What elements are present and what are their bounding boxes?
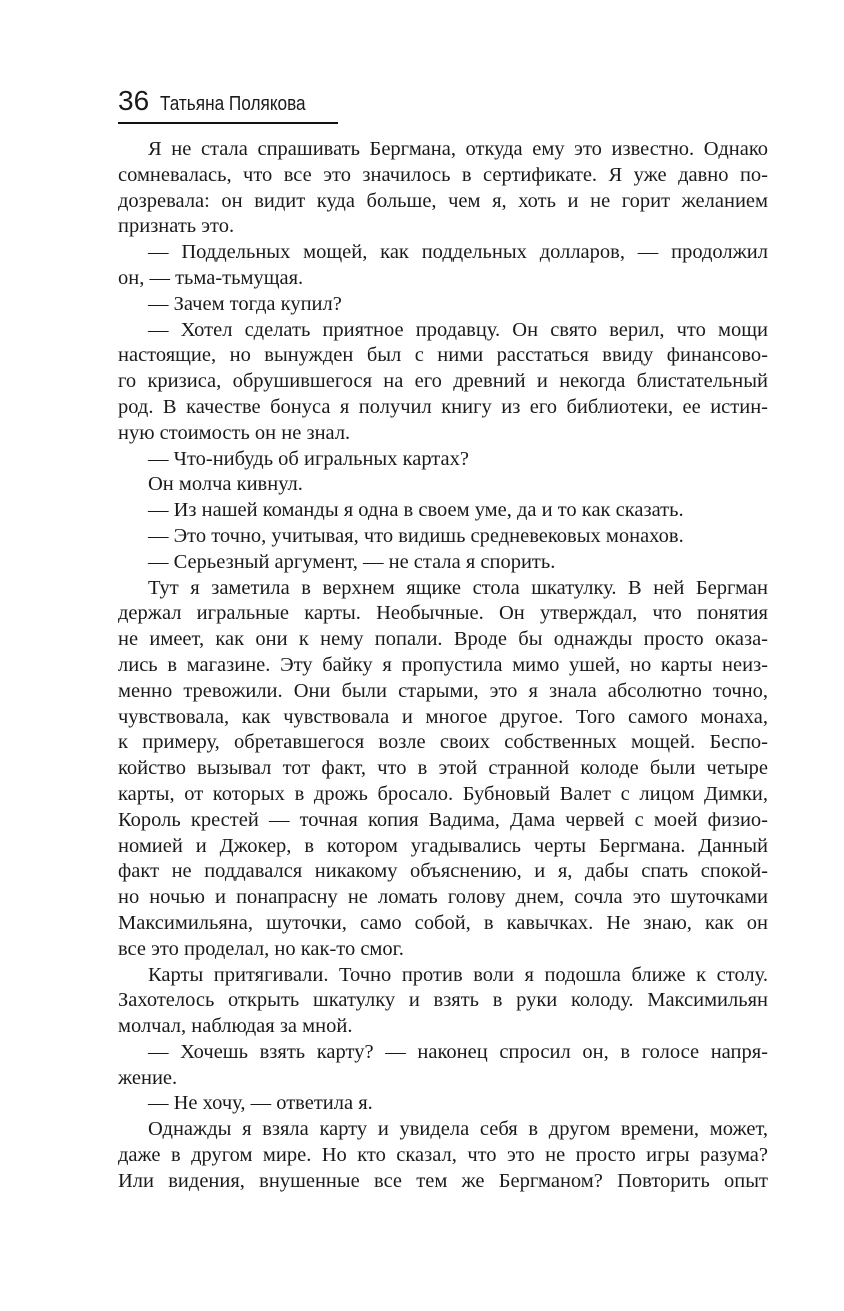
text-line: дозревала: он видит куда больше, чем я, хоть и не горит желанием (118, 189, 768, 212)
paragraph (118, 963, 768, 1040)
text-line: — Серьезный аргумент, — не стала я спорить. (148, 550, 556, 573)
text-line: — Зачем тогда купил? (148, 292, 342, 315)
text-line: го кризиса, обрушившегося на его древний и некогда блистательный (118, 370, 768, 393)
text-line: — Это точно, учитывая, что видишь средневековых монахов. (148, 524, 684, 547)
text-line: но ночью и понапрасну не ломать голову днем, сочла это шуточками (118, 886, 768, 909)
text-line: держал игральные карты. Необычные. Он утверждал, что понятия (118, 602, 768, 625)
paragraph (118, 447, 768, 473)
text-line: — Не хочу, — ответила я. (148, 1092, 373, 1115)
text-line: Король крестей — точная копия Вадима, Дама червей с моей физио- (118, 808, 768, 831)
paragraph (118, 576, 768, 963)
text-line: номией и Джокер, в котором угадывались черты Бергмана. Данный (118, 834, 768, 857)
text-line: чувствовала, как чувствовала и многое другое. Того самого монаха, (118, 705, 768, 728)
text-line: менно тревожили. Они были старыми, это я знала абсолютно точно, (118, 679, 768, 702)
text-line: Я не стала спрашивать Бергмана, откуда ему это известно. Однако (148, 138, 768, 160)
page-number: 36 (118, 85, 150, 116)
text-line: Карты притягивали. Точно против воли я подошла ближе к столу. (148, 963, 768, 986)
text-line: — Из нашей команды я одна в своем уме, да и то как сказать. (148, 499, 684, 522)
body-text (118, 137, 768, 1195)
text-line: Максимильяна, шуточки, само собой, в кавычках. Не знаю, как он (118, 911, 768, 934)
paragraph (118, 524, 768, 550)
author-name: Татьяна Полякова (160, 93, 306, 115)
text-line: Тут я заметила в верхнем ящике стола шкатулку. В ней Бергман (148, 576, 768, 599)
text-line: он, — тьма-тьмущая. (118, 266, 304, 289)
text-line: не имеет, как они к нему попали. Вроде бы однажды просто оказа- (118, 628, 768, 651)
paragraph (118, 1040, 768, 1092)
text-line: Он молча кивнул. (148, 473, 303, 496)
text-line: Захотелось открыть шкатулку и взять в руки колоду. Максимильян (118, 989, 768, 1012)
paragraph (118, 137, 768, 240)
text-line: к примеру, обретавшегося возле своих собственных мощей. Беспо- (118, 731, 768, 754)
paragraph (118, 472, 768, 498)
text-line: лись в магазине. Эту байку я пропустила мимо ушей, но карты неиз- (118, 653, 768, 676)
paragraph (118, 498, 768, 524)
paragraph (118, 292, 768, 318)
text-line: карты, от которых в дрожь бросало. Бубновый Валет с лицом Димки, (118, 782, 768, 805)
text-line: все это проделал, но как-то смог. (118, 937, 404, 960)
paragraph (118, 1117, 768, 1194)
text-line: факт не поддавался никакому объяснению, и я, дабы спать спокой- (118, 860, 768, 883)
text-line: настоящие, но вынужден был с ними расстаться ввиду финансово- (118, 344, 768, 367)
text-line: — Хотел сделать приятное продавцу. Он свято верил, что мощи (148, 318, 768, 341)
running-header (118, 84, 338, 124)
text-line: жение. (118, 1066, 178, 1089)
paragraph (118, 1091, 768, 1117)
paragraph (118, 318, 768, 447)
text-line: сомневалась, что все это значилось в сертификате. Я уже давно по- (118, 163, 768, 186)
text-line: род. В качестве бонуса я получил книгу из его библиотеки, ее истин- (118, 395, 768, 418)
text-line: даже в другом мире. Но кто сказал, что это не просто игры разума? (118, 1144, 768, 1167)
text-line: — Поддельных мощей, как поддельных долларов, — продолжил (148, 241, 768, 264)
text-line: — Хочешь взять карту? — наконец спросил он, в голосе напря- (148, 1040, 768, 1063)
text-line: Однажды я взяла карту и увидела себя в другом времени, может, (148, 1118, 768, 1141)
paragraph (118, 550, 768, 576)
text-line: Или видения, внушенные все тем же Бергманом? Повторить опыт (118, 1169, 768, 1192)
text-line: койство вызывал тот факт, что в этой странной колоде были четыре (118, 757, 768, 780)
text-line: — Что-нибудь об игральных картах? (148, 447, 469, 470)
text-line: молчал, наблюдая за мной. (118, 1015, 353, 1038)
text-line: ную стоимость он не знал. (118, 421, 351, 444)
text-line: признать это. (118, 215, 235, 238)
paragraph (118, 240, 768, 292)
